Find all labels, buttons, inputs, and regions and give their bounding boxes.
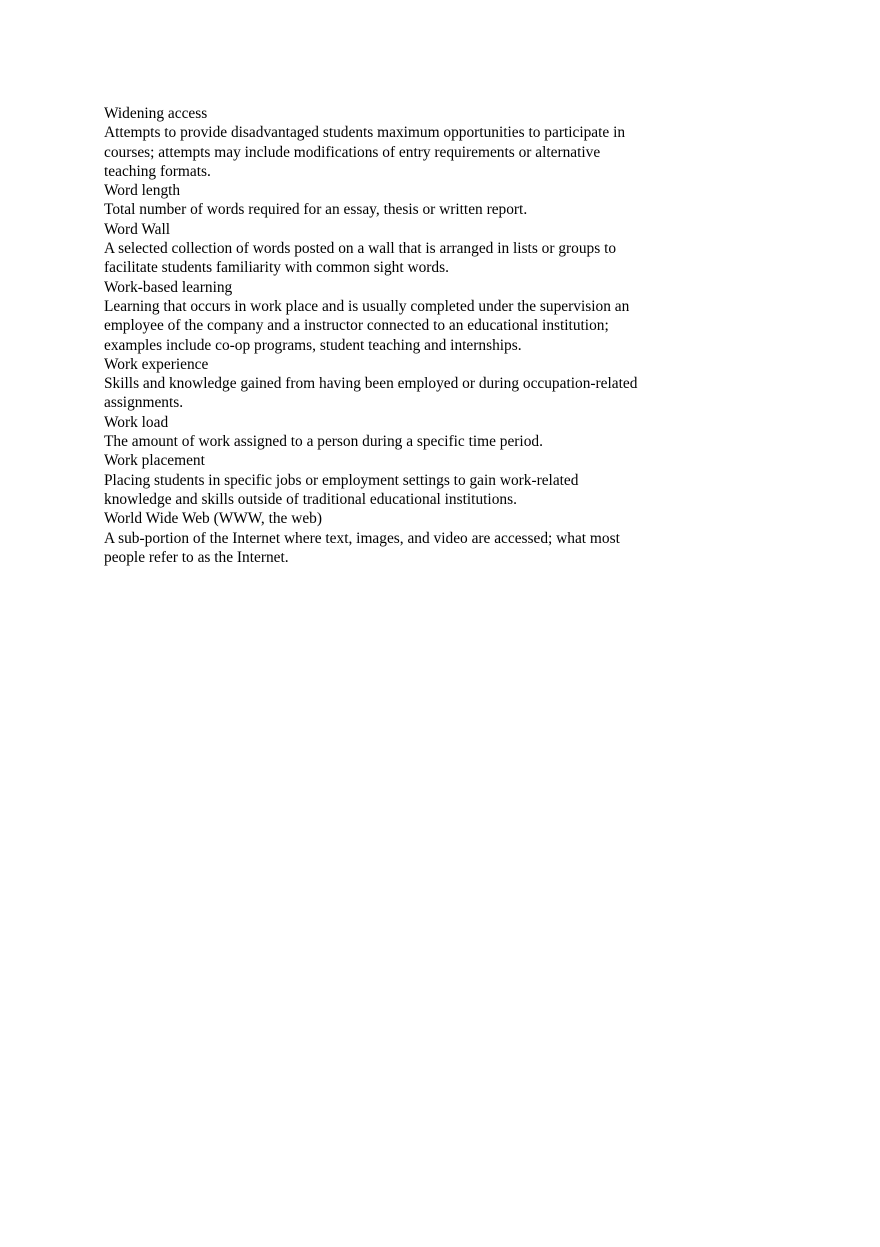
glossary-term: Widening access bbox=[104, 105, 208, 122]
glossary-definition-line: A selected collection of words posted on a wall that is arranged in lists or groups to bbox=[104, 240, 617, 258]
glossary-definition-line: Skills and knowledge gained from having been employed or during occupation-related bbox=[104, 375, 638, 393]
glossary-definition-line: examples include co-op programs, student teaching and internships. bbox=[104, 336, 522, 354]
glossary-definition-line: Learning that occurs in work place and is usually completed under the supervision an bbox=[104, 297, 630, 315]
glossary-term: Work experience bbox=[104, 355, 209, 373]
glossary-entry-work-placement bbox=[104, 451, 724, 509]
glossary-entry-work-experience bbox=[104, 355, 724, 413]
glossary-content bbox=[104, 104, 724, 567]
glossary-entry-work-load bbox=[104, 413, 724, 452]
glossary-entry-work-based-learning bbox=[104, 278, 724, 355]
glossary-definition-line: courses; attempts may include modifications of entry requirements or alternative bbox=[104, 143, 601, 161]
glossary-entry-world-wide-web bbox=[104, 509, 724, 567]
glossary-definition-line: assignments. bbox=[104, 394, 184, 412]
glossary-definition-line: facilitate students familiarity with common sight words. bbox=[104, 259, 449, 277]
glossary-definition-line: Placing students in specific jobs or employment settings to gain work-related bbox=[104, 471, 579, 489]
glossary-term: Work-based learning bbox=[104, 278, 233, 296]
glossary-definition-line: knowledge and skills outside of traditional educational institutions. bbox=[104, 490, 517, 508]
glossary-definition-line: teaching formats. bbox=[104, 162, 211, 180]
glossary-entry-word-length bbox=[104, 181, 724, 220]
glossary-definition-line: The amount of work assigned to a person during a specific time period. bbox=[104, 433, 543, 451]
glossary-definition-line: A sub-portion of the Internet where text, images, and video are accessed; what most bbox=[104, 529, 620, 547]
glossary-definition-line: Total number of words required for an essay, thesis or written report. bbox=[104, 201, 528, 219]
glossary-entry-word-wall bbox=[104, 220, 724, 278]
glossary-definition-line: Attempts to provide disadvantaged students maximum opportunities to participate in bbox=[104, 124, 626, 142]
glossary-term: Work placement bbox=[104, 452, 205, 470]
glossary-term: Work load bbox=[104, 413, 169, 431]
glossary-term: World Wide Web (WWW, the web) bbox=[104, 510, 323, 528]
glossary-entry-widening-access bbox=[104, 104, 724, 181]
glossary-definition-line: people refer to as the Internet. bbox=[104, 548, 289, 566]
glossary-term: Word length bbox=[104, 182, 181, 200]
glossary-definition-line: employee of the company and a instructor connected to an educational institution; bbox=[104, 317, 609, 335]
glossary-term: Word Wall bbox=[104, 220, 171, 238]
